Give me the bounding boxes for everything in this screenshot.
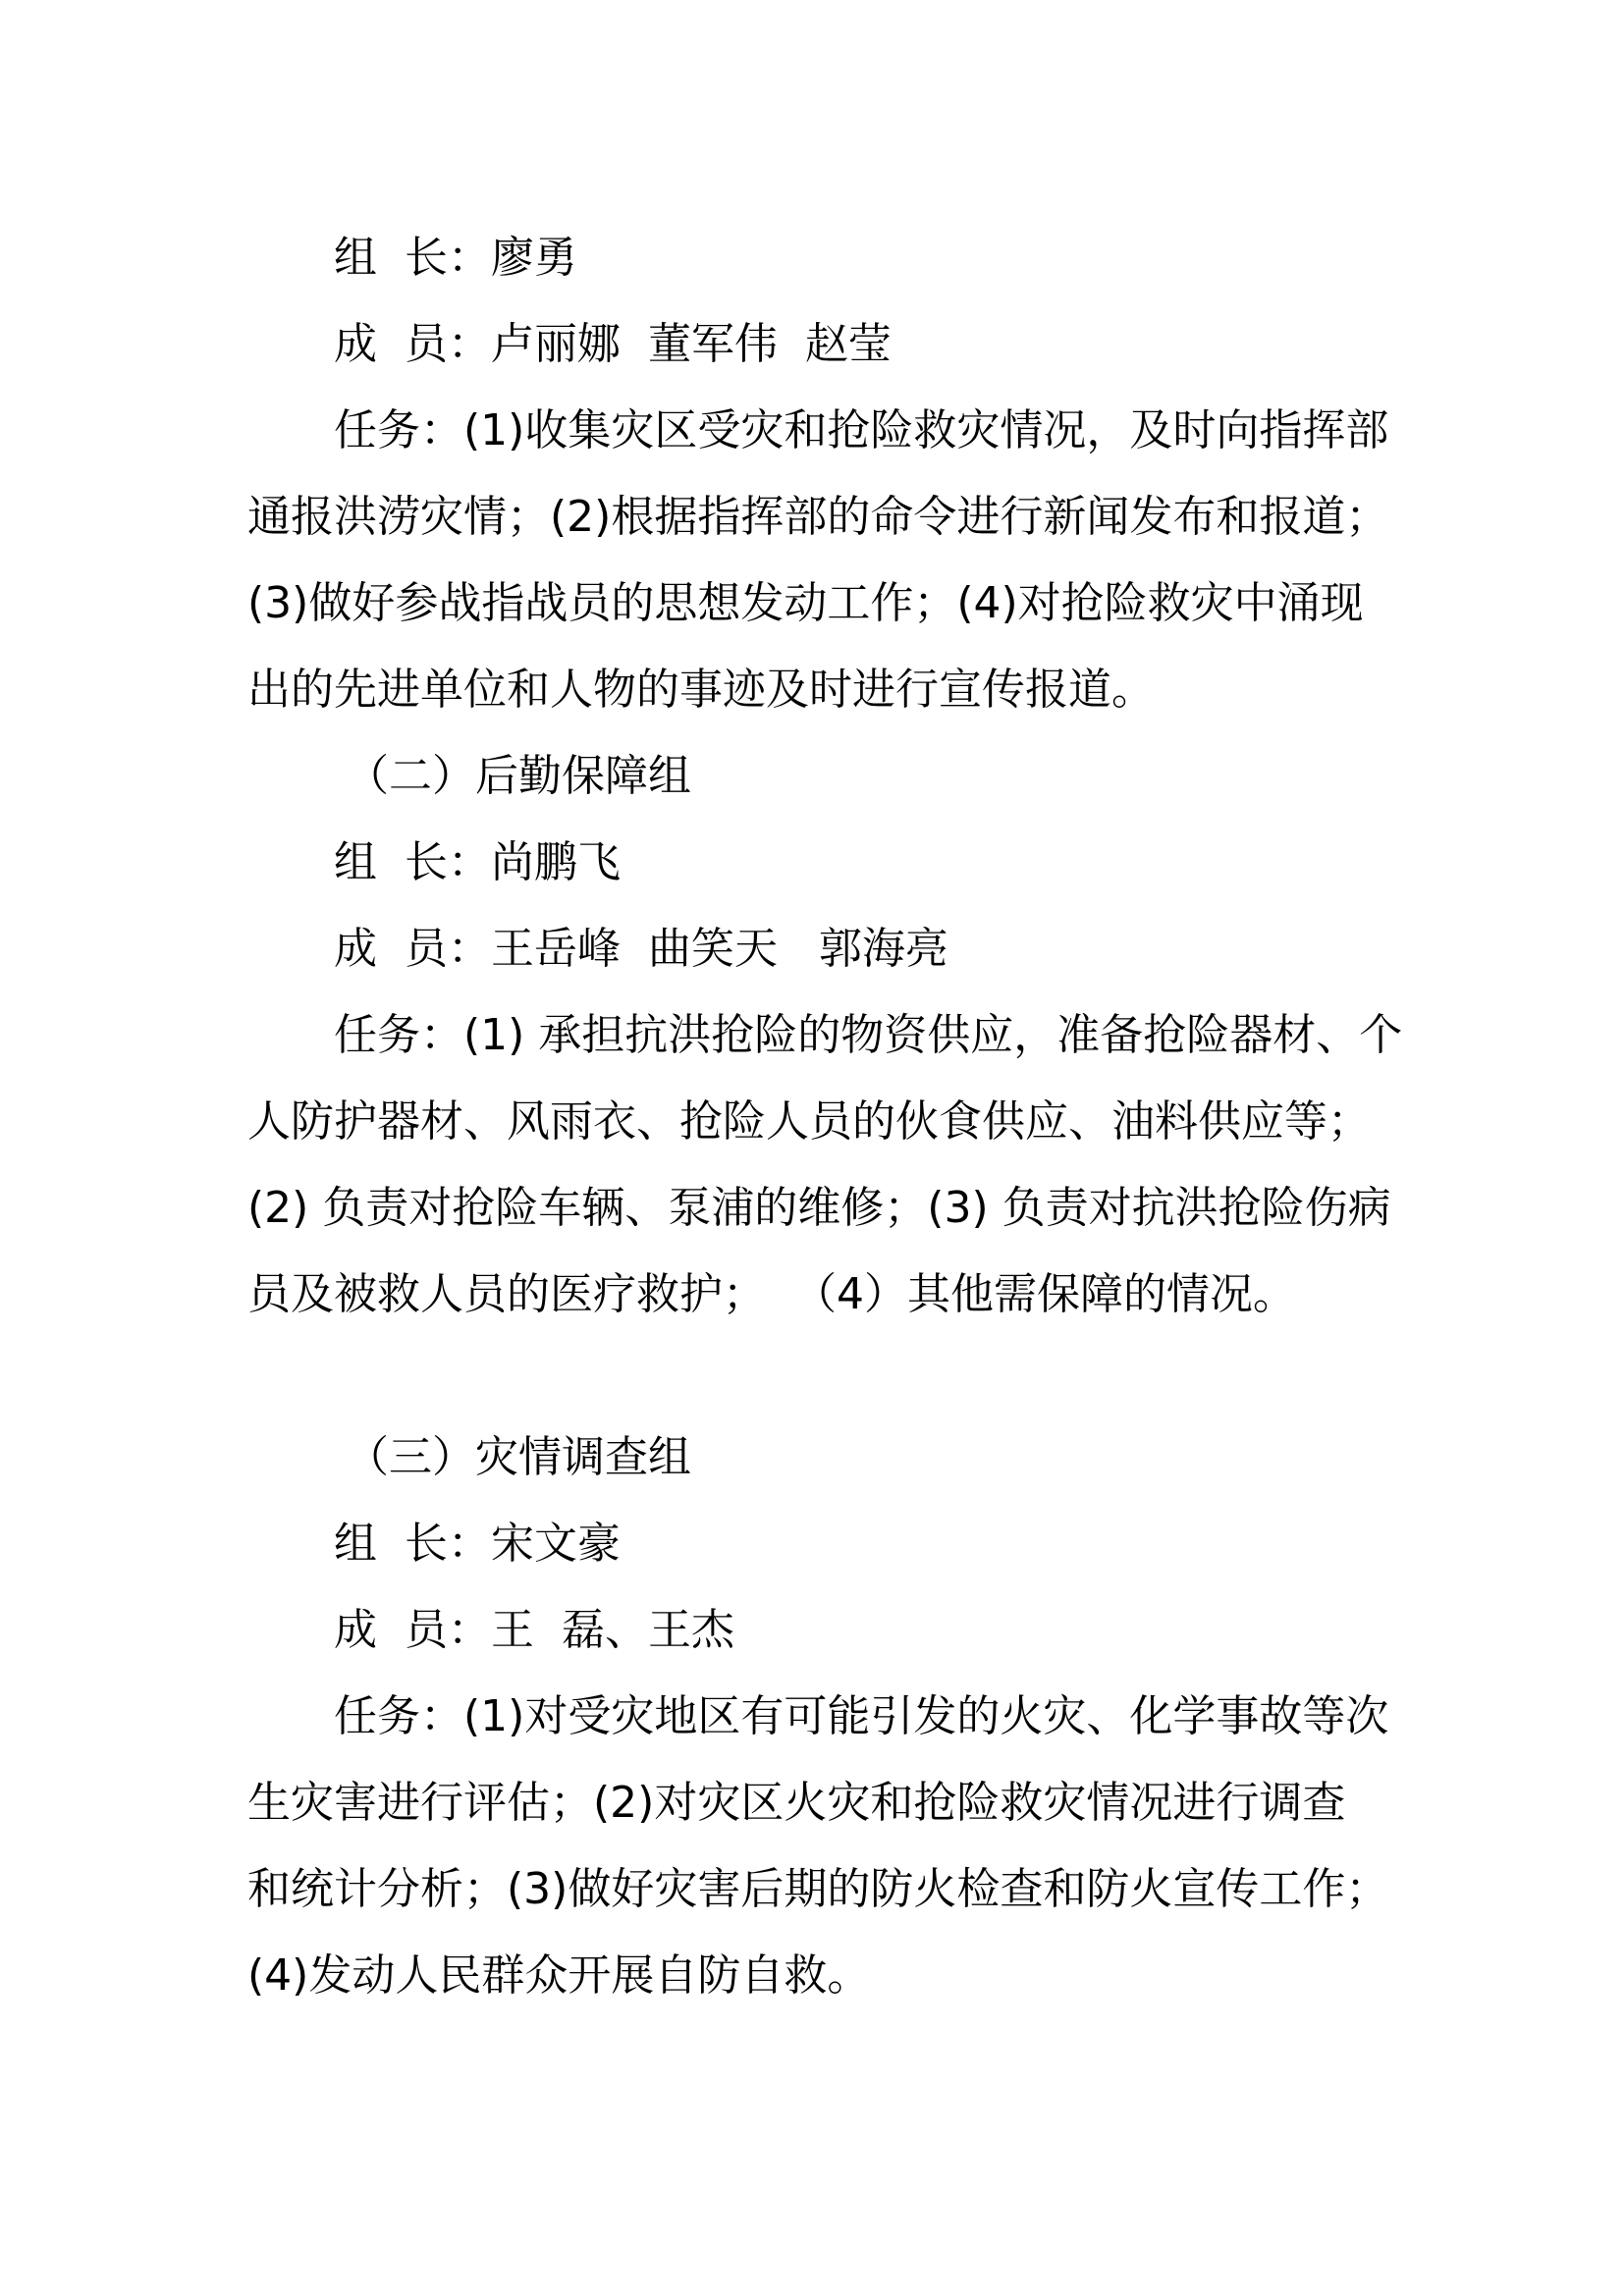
- section3-task-line: 生灾害进行评估；(2)对灾区火灾和抢险救灾情况进行调查: [247, 1778, 1346, 1828]
- section1-task-line: (3)做好参战指战员的思想发动工作；(4)对抢险救灾中涌现: [247, 578, 1364, 628]
- section3-heading: （三）灾情调查组: [346, 1432, 691, 1482]
- section1-task-line: 出的先进单位和人物的事迹及时进行宣传报道。: [247, 665, 1155, 715]
- section1-leader: 组 长：廖勇: [334, 233, 577, 283]
- section3-members: 成 员：王 磊、王杰: [334, 1605, 734, 1655]
- section3-task-line: 和统计分析；(3)做好灾害后期的防火检查和防火宣传工作；: [247, 1864, 1389, 1914]
- section3-task-line: 任务：(1)对受灾地区有可能引发的火灾、化学事故等次: [334, 1691, 1389, 1741]
- section2-heading: （二）后勤保障组: [346, 751, 691, 801]
- section2-task-line: 任务：(1) 承担抗洪抢险的物资供应，准备抢险器材、个: [334, 1010, 1403, 1060]
- section3-leader: 组 长：宋文豪: [334, 1519, 621, 1569]
- section1-members: 成 员：卢丽娜 董军伟 赵莹: [334, 319, 892, 369]
- section2-task-line: (2) 负责对抢险车辆、泵浦的维修；(3) 负责对抗洪抢险伤病: [247, 1183, 1391, 1233]
- section2-task-line: 员及被救人员的医疗救护； （4）其他需保障的情况。: [247, 1269, 1296, 1319]
- section1-task-line: 任务：(1)收集灾区受灾和抢险救灾情况，及时向指挥部: [334, 405, 1389, 455]
- section2-task-line: 人防护器材、风雨衣、抢险人员的伙食供应、油料供应等；: [247, 1096, 1371, 1147]
- section3-task-line: (4)发动人民群众开展自防自救。: [247, 1950, 871, 2001]
- section2-members: 成 员：王岳峰 曲笑天 郭海亮: [334, 924, 948, 974]
- section1-task-line: 通报洪涝灾情；(2)根据指挥部的命令进行新闻发布和报道；: [247, 492, 1389, 542]
- section2-leader: 组 长：尚鹏飞: [334, 837, 621, 887]
